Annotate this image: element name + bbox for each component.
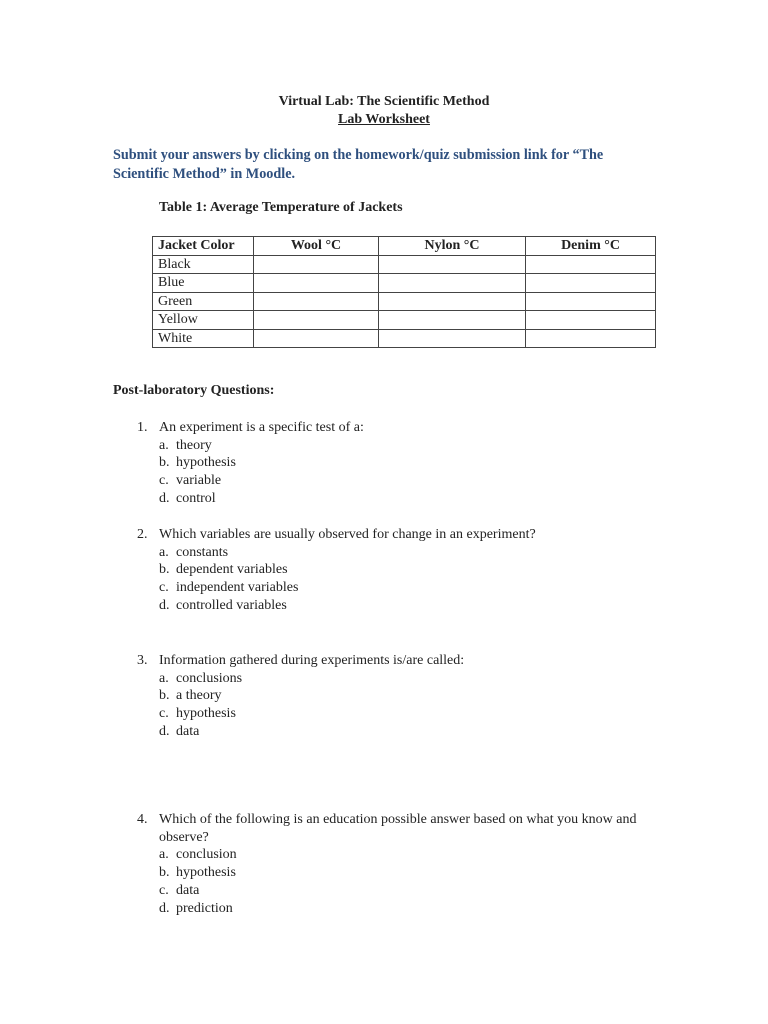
table-caption: Table 1: Average Temperature of Jackets (159, 200, 403, 215)
option-c[interactable]: c. data (159, 882, 200, 898)
wool-cell[interactable] (254, 255, 379, 274)
table-row (153, 255, 656, 274)
header-jacket-color: Jacket Color (153, 237, 254, 256)
table-row (153, 329, 656, 348)
question-4 (137, 811, 657, 917)
table-row (153, 311, 656, 330)
jacket-temperature-table (152, 236, 656, 348)
option-d[interactable]: d. control (159, 490, 216, 506)
wool-cell[interactable] (254, 274, 379, 293)
question-number: 4. (137, 812, 148, 827)
option-a[interactable]: a. conclusions (159, 670, 243, 686)
option-d[interactable]: d. controlled variables (159, 597, 287, 613)
nylon-cell[interactable] (379, 292, 526, 311)
submission-instructions: Submit your answers by clicking on the homework/quiz submission link for “The Scientific Method” in Moodle. (113, 147, 604, 182)
row-label: Black (153, 255, 254, 274)
table-row (153, 274, 656, 293)
option-b[interactable]: b. hypothesis (159, 865, 236, 881)
wool-cell[interactable] (254, 292, 379, 311)
row-label: Blue (153, 274, 254, 293)
nylon-cell[interactable] (379, 255, 526, 274)
header-nylon: Nylon °C (379, 237, 526, 256)
option-c[interactable]: c. variable (159, 473, 222, 489)
option-b[interactable]: b. a theory (159, 688, 222, 704)
table-header-row (153, 237, 656, 256)
option-c[interactable]: c. hypothesis (159, 706, 236, 722)
wool-cell[interactable] (254, 329, 379, 348)
option-d[interactable]: d. data (159, 723, 200, 739)
table-row (153, 292, 656, 311)
wool-cell[interactable] (254, 311, 379, 330)
nylon-cell[interactable] (379, 274, 526, 293)
question-1 (137, 419, 657, 508)
question-number: 2. (137, 527, 148, 542)
option-a[interactable]: a. conclusion (159, 847, 237, 863)
option-d[interactable]: d. prediction (159, 900, 233, 916)
header-denim: Denim °C (526, 237, 656, 256)
document-subtitle: Lab Worksheet (338, 112, 430, 127)
question-3 (137, 652, 657, 741)
question-2 (137, 526, 657, 615)
denim-cell[interactable] (526, 292, 656, 311)
question-number: 1. (137, 420, 148, 435)
row-label: Yellow (153, 311, 254, 330)
option-b[interactable]: b. hypothesis (159, 455, 236, 471)
option-b[interactable]: b. dependent variables (159, 562, 288, 578)
denim-cell[interactable] (526, 329, 656, 348)
row-label: White (153, 329, 254, 348)
row-label: Green (153, 292, 254, 311)
option-c[interactable]: c. independent variables (159, 580, 299, 596)
nylon-cell[interactable] (379, 329, 526, 348)
option-a[interactable]: a. constants (159, 544, 229, 560)
post-lab-heading: Post-laboratory Questions: (113, 383, 275, 398)
question-text: Which of the following is an education possible answer based on what you know and observe? (159, 812, 637, 845)
denim-cell[interactable] (526, 255, 656, 274)
question-text: Which variables are usually observed for change in an experiment? (159, 527, 536, 542)
nylon-cell[interactable] (379, 311, 526, 330)
header-wool: Wool °C (254, 237, 379, 256)
document-title: Virtual Lab: The Scientific Method (278, 94, 490, 109)
question-number: 3. (137, 653, 148, 668)
denim-cell[interactable] (526, 311, 656, 330)
denim-cell[interactable] (526, 274, 656, 293)
option-a[interactable]: a. theory (159, 437, 212, 453)
question-text: An experiment is a specific test of a: (159, 420, 364, 435)
question-text: Information gathered during experiments is/are called: (159, 653, 465, 668)
